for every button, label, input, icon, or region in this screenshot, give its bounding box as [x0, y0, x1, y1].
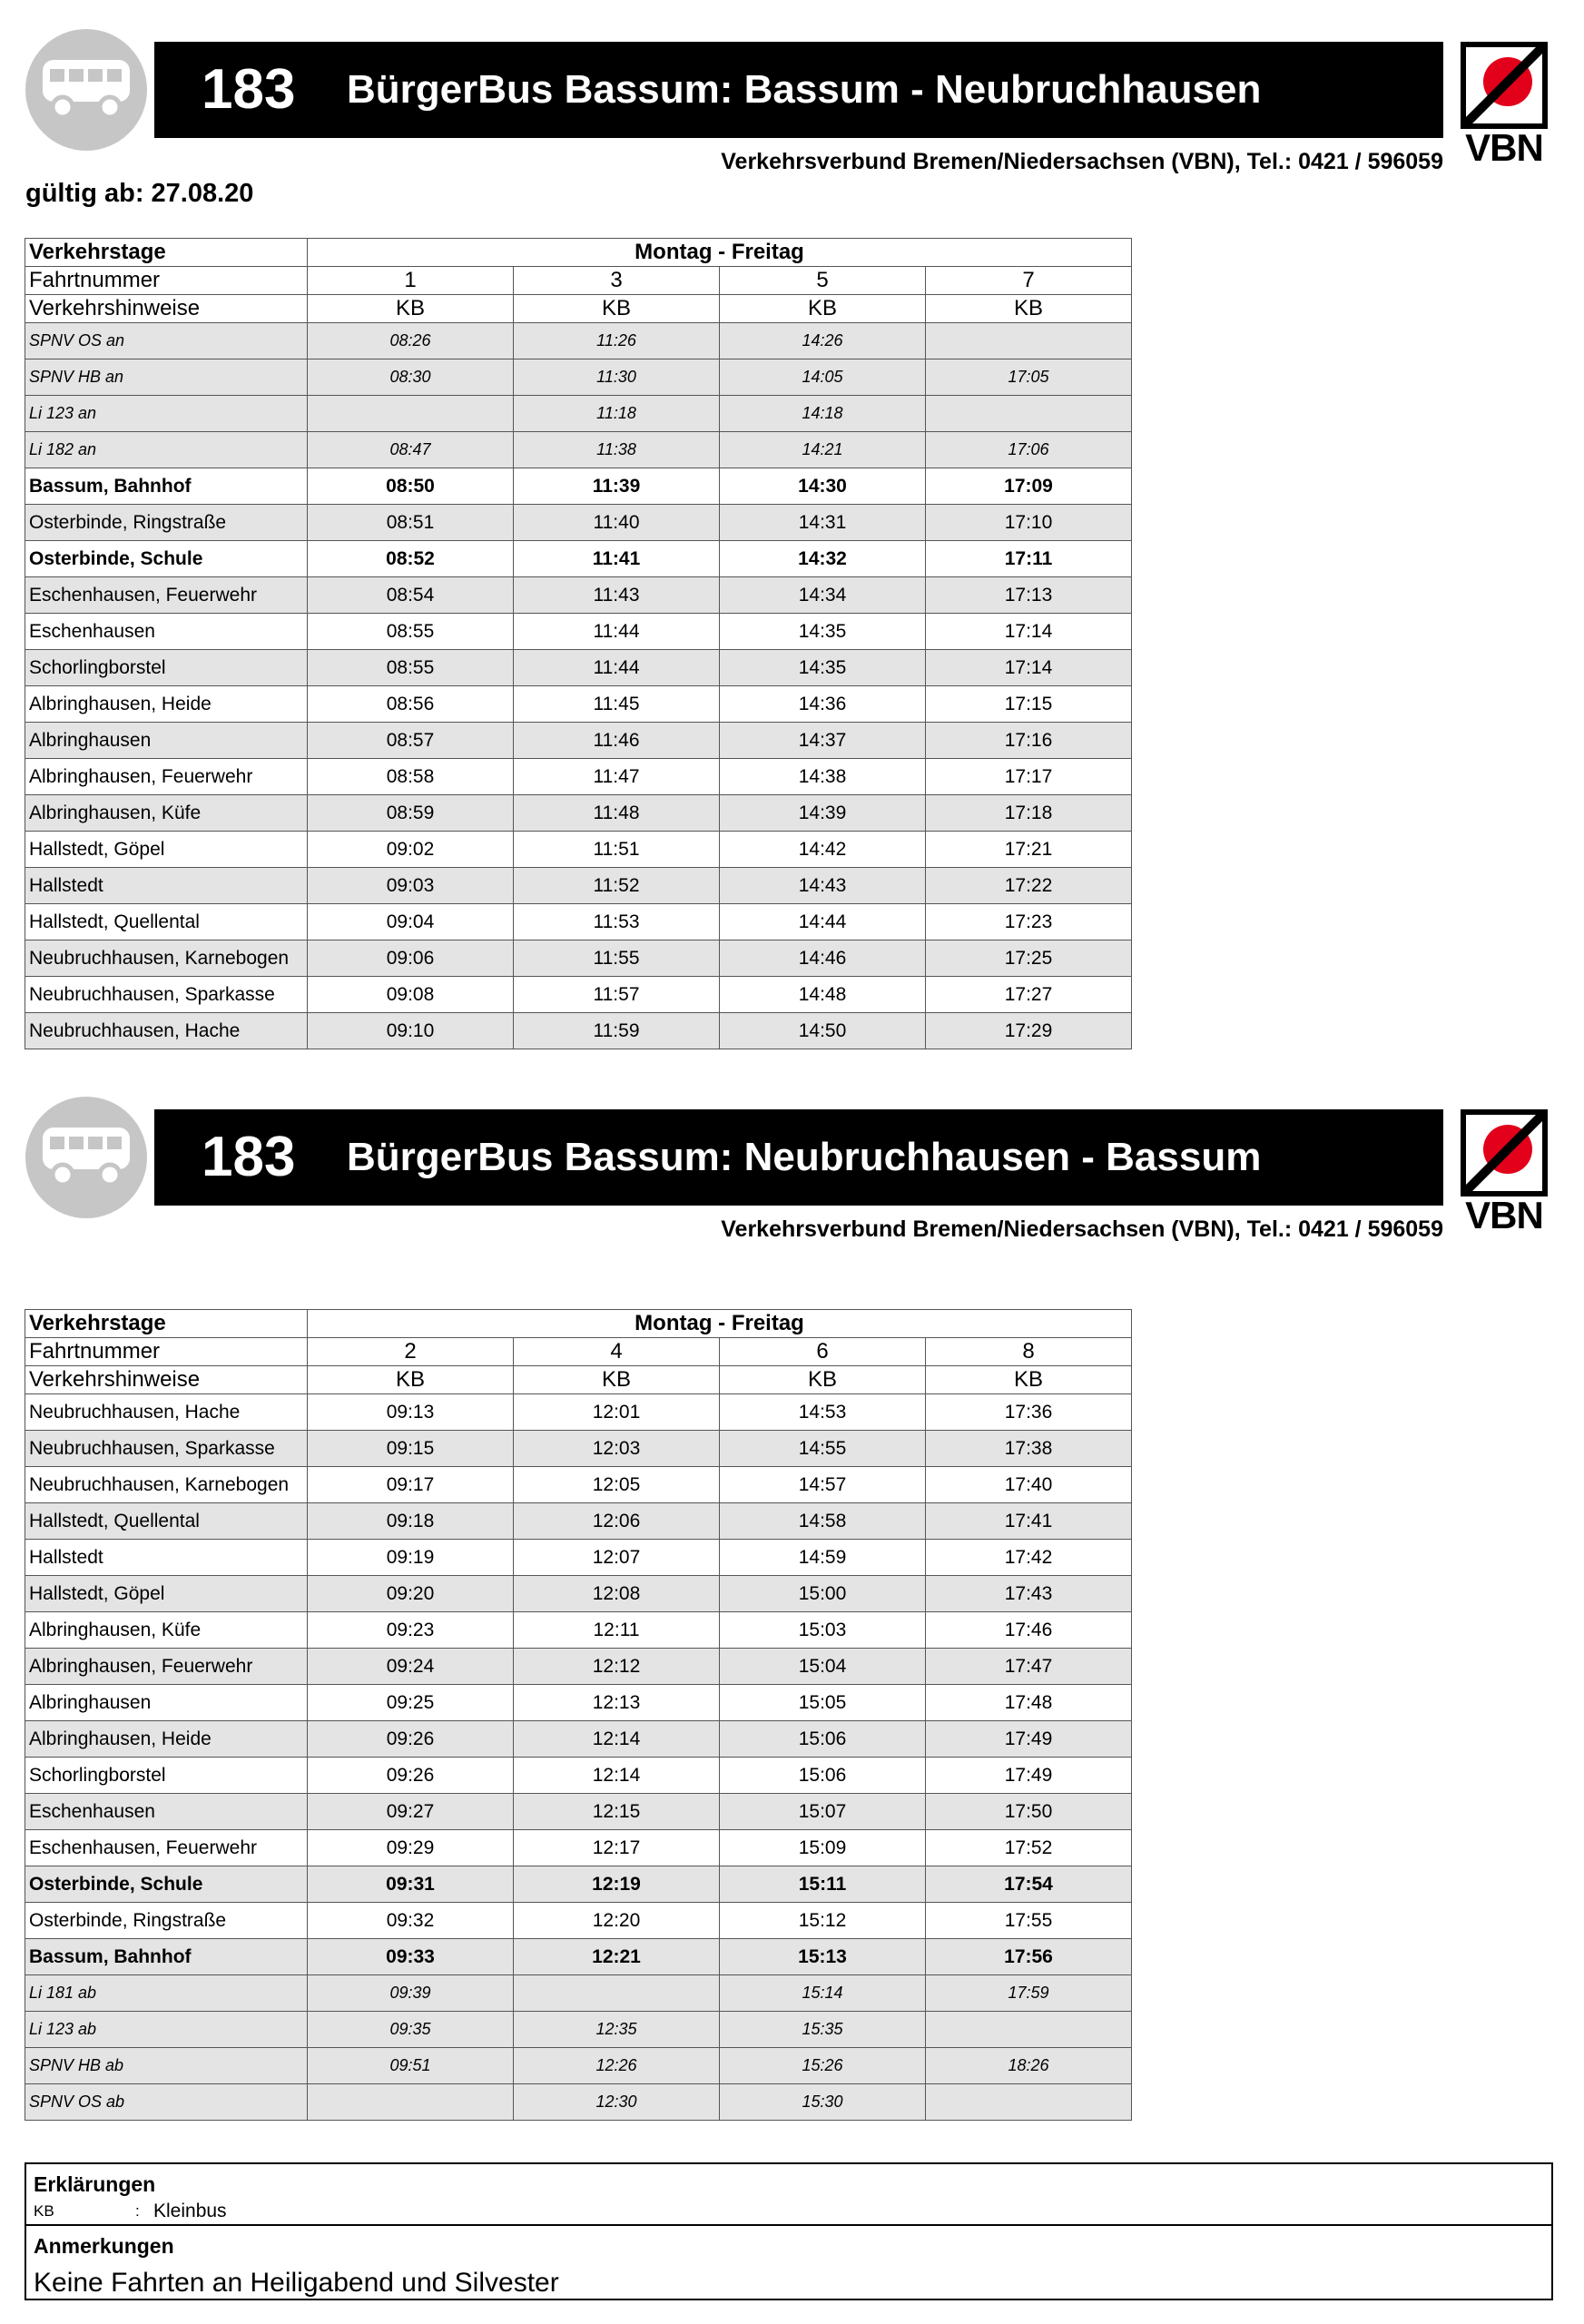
stop-name: Schorlingborstel — [25, 1758, 308, 1794]
departure-time: 15:35 — [720, 2012, 926, 2048]
bus-icon — [25, 1097, 147, 1218]
connection-row — [25, 2048, 1132, 2084]
stop-row — [25, 505, 1132, 541]
connection-row — [25, 432, 1132, 468]
notes-row — [25, 1366, 1132, 1394]
connection-row — [25, 359, 1132, 396]
departure-time: 17:40 — [926, 1467, 1132, 1503]
connection-row — [25, 2084, 1132, 2121]
stop-name: Albringhausen — [25, 723, 308, 759]
departure-time: 12:14 — [514, 1758, 720, 1794]
stop-name: Li 182 an — [25, 432, 308, 468]
departure-time: 14:59 — [720, 1540, 926, 1576]
days-value: Montag - Freitag — [308, 239, 1132, 267]
departure-time: 15:26 — [720, 2048, 926, 2084]
departure-time: 18:26 — [926, 2048, 1132, 2084]
stop-row — [25, 759, 1132, 795]
departure-time: 09:03 — [308, 868, 514, 904]
stop-row — [25, 650, 1132, 686]
days-label: Verkehrstage — [25, 239, 308, 267]
departure-time: 11:57 — [514, 977, 720, 1013]
stop-name: Albringhausen, Küfe — [25, 1612, 308, 1649]
departure-time: 14:35 — [720, 614, 926, 650]
departure-time: 14:58 — [720, 1503, 926, 1540]
stop-name: Hallstedt, Göpel — [25, 1576, 308, 1612]
stop-row — [25, 1467, 1132, 1503]
departure-time: 17:14 — [926, 650, 1132, 686]
departure-time: 11:40 — [514, 505, 720, 541]
departure-time: 08:55 — [308, 614, 514, 650]
stop-row — [25, 1794, 1132, 1830]
trip-note: KB — [514, 295, 720, 323]
stop-name: Hallstedt, Quellental — [25, 904, 308, 940]
departure-time: 17:16 — [926, 723, 1132, 759]
departure-time: 17:42 — [926, 1540, 1132, 1576]
departure-time: 09:13 — [308, 1394, 514, 1431]
stop-name: Neubruchhausen, Hache — [25, 1394, 308, 1431]
stop-row — [25, 1540, 1132, 1576]
stop-name: Neubruchhausen, Karnebogen — [25, 1467, 308, 1503]
departure-time: 12:12 — [514, 1649, 720, 1685]
connection-row — [25, 323, 1132, 359]
departure-time: 11:48 — [514, 795, 720, 832]
departure-time: 09:24 — [308, 1649, 514, 1685]
departure-time: 17:06 — [926, 432, 1132, 468]
trip-note: KB — [926, 1366, 1132, 1394]
stop-row — [25, 940, 1132, 977]
departure-time: 14:43 — [720, 868, 926, 904]
departure-time: 17:56 — [926, 1939, 1132, 1975]
stop-name: SPNV HB an — [25, 359, 308, 396]
departure-time: 12:35 — [514, 2012, 720, 2048]
stop-name: Albringhausen, Heide — [25, 1721, 308, 1758]
departure-time: 12:26 — [514, 2048, 720, 2084]
departure-time — [308, 396, 514, 432]
departure-time: 12:30 — [514, 2084, 720, 2121]
departure-time: 14:55 — [720, 1431, 926, 1467]
stop-name: Hallstedt — [25, 868, 308, 904]
notes-label: Verkehrshinweise — [25, 295, 308, 323]
departure-time: 15:12 — [720, 1903, 926, 1939]
stop-row — [25, 1758, 1132, 1794]
departure-time: 12:08 — [514, 1576, 720, 1612]
departure-time: 17:25 — [926, 940, 1132, 977]
stop-name: Hallstedt, Quellental — [25, 1503, 308, 1540]
departure-time: 17:41 — [926, 1503, 1132, 1540]
stop-row — [25, 1903, 1132, 1939]
departure-time: 08:54 — [308, 577, 514, 614]
stop-name: Schorlingborstel — [25, 650, 308, 686]
timetable-body — [25, 239, 1132, 1049]
departure-time: 15:13 — [720, 1939, 926, 1975]
trip-number-label: Fahrtnummer — [25, 1338, 308, 1366]
line-number: 183 — [202, 58, 296, 121]
stop-row — [25, 1830, 1132, 1866]
departure-time: 12:17 — [514, 1830, 720, 1866]
departure-time: 15:03 — [720, 1612, 926, 1649]
departure-time: 08:58 — [308, 759, 514, 795]
stop-row — [25, 577, 1132, 614]
legend-box — [25, 2162, 1553, 2300]
stop-name: Albringhausen, Küfe — [25, 795, 308, 832]
departure-time: 08:57 — [308, 723, 514, 759]
departure-time: 15:06 — [720, 1721, 926, 1758]
stop-row — [25, 1503, 1132, 1540]
departure-time: 17:22 — [926, 868, 1132, 904]
departure-time: 09:19 — [308, 1540, 514, 1576]
departure-time: 12:05 — [514, 1467, 720, 1503]
departure-time: 11:45 — [514, 686, 720, 723]
stop-row — [25, 1431, 1132, 1467]
vbn-logo-text: VBN — [1465, 126, 1543, 169]
departure-time: 11:59 — [514, 1013, 720, 1049]
departure-time: 12:14 — [514, 1721, 720, 1758]
departure-time: 15:11 — [720, 1866, 926, 1903]
departure-time: 09:17 — [308, 1467, 514, 1503]
departure-time: 15:04 — [720, 1649, 926, 1685]
timetable-return — [25, 1309, 1132, 2121]
departure-time: 14:57 — [720, 1467, 926, 1503]
departure-time: 08:51 — [308, 505, 514, 541]
days-value: Montag - Freitag — [308, 1310, 1132, 1338]
departure-time: 17:17 — [926, 759, 1132, 795]
notes-label: Verkehrshinweise — [25, 1366, 308, 1394]
stop-name: Eschenhausen — [25, 1794, 308, 1830]
departure-time: 09:27 — [308, 1794, 514, 1830]
stop-row — [25, 614, 1132, 650]
bus-icon — [25, 29, 147, 151]
trip-note: KB — [720, 295, 926, 323]
departure-time: 11:47 — [514, 759, 720, 795]
stop-name: Bassum, Bahnhof — [25, 468, 308, 505]
departure-time: 15:05 — [720, 1685, 926, 1721]
stop-row — [25, 1394, 1132, 1431]
departure-time: 14:26 — [720, 323, 926, 359]
departure-time: 17:23 — [926, 904, 1132, 940]
departure-time: 14:32 — [720, 541, 926, 577]
departure-time: 09:31 — [308, 1866, 514, 1903]
stop-name: Hallstedt, Göpel — [25, 832, 308, 868]
legend-code: KB — [34, 2202, 54, 2220]
departure-time: 14:42 — [720, 832, 926, 868]
trip-note: KB — [514, 1366, 720, 1394]
stop-row — [25, 1939, 1132, 1975]
departure-time: 08:47 — [308, 432, 514, 468]
departure-time: 12:21 — [514, 1939, 720, 1975]
departure-time: 09:06 — [308, 940, 514, 977]
stop-row — [25, 795, 1132, 832]
stop-name: Li 123 ab — [25, 2012, 308, 2048]
org-contact: Verkehrsverbund Bremen/Niedersachsen (VBN), Tel.: 0421 / 596059 — [721, 149, 1443, 174]
departure-time: 09:08 — [308, 977, 514, 1013]
departure-time: 14:30 — [720, 468, 926, 505]
departure-time: 09:32 — [308, 1903, 514, 1939]
departure-time: 17:59 — [926, 1975, 1132, 2012]
bus-icon-graphic — [41, 58, 132, 122]
departure-time: 14:38 — [720, 759, 926, 795]
trip-number: 5 — [720, 267, 926, 295]
trip-note: KB — [308, 295, 514, 323]
departure-time: 17:10 — [926, 505, 1132, 541]
connection-row — [25, 2012, 1132, 2048]
departure-time: 14:50 — [720, 1013, 926, 1049]
stop-row — [25, 541, 1132, 577]
departure-time: 09:33 — [308, 1939, 514, 1975]
departure-time: 14:35 — [720, 650, 926, 686]
departure-time: 09:20 — [308, 1576, 514, 1612]
departure-time — [926, 2012, 1132, 2048]
route-title-bar — [154, 1109, 1443, 1206]
departure-time — [308, 2084, 514, 2121]
departure-time: 12:03 — [514, 1431, 720, 1467]
departure-time: 11:53 — [514, 904, 720, 940]
trip-note: KB — [308, 1366, 514, 1394]
stop-row — [25, 868, 1132, 904]
departure-time: 15:07 — [720, 1794, 926, 1830]
departure-time: 17:54 — [926, 1866, 1132, 1903]
departure-time: 17:49 — [926, 1721, 1132, 1758]
departure-time — [926, 323, 1132, 359]
departure-time: 14:44 — [720, 904, 926, 940]
departure-time — [926, 2084, 1132, 2121]
trip-number: 8 — [926, 1338, 1132, 1366]
stop-name: SPNV OS an — [25, 323, 308, 359]
departure-time — [514, 1975, 720, 2012]
departure-time: 17:46 — [926, 1612, 1132, 1649]
departure-time: 14:21 — [720, 432, 926, 468]
departure-time: 09:35 — [308, 2012, 514, 2048]
departure-time: 17:21 — [926, 832, 1132, 868]
departure-time: 11:52 — [514, 868, 720, 904]
stop-row — [25, 904, 1132, 940]
stop-name: Albringhausen, Heide — [25, 686, 308, 723]
trip-number-label: Fahrtnummer — [25, 267, 308, 295]
trip-number: 3 — [514, 267, 720, 295]
departure-time: 11:41 — [514, 541, 720, 577]
stop-name: Li 181 ab — [25, 1975, 308, 2012]
departure-time: 17:13 — [926, 577, 1132, 614]
departure-time: 14:39 — [720, 795, 926, 832]
departure-time: 17:55 — [926, 1903, 1132, 1939]
stop-name: Eschenhausen, Feuerwehr — [25, 1830, 308, 1866]
legend-separator: : — [135, 2202, 140, 2220]
stop-row — [25, 723, 1132, 759]
departure-time: 17:14 — [926, 614, 1132, 650]
route-title-bar — [154, 42, 1443, 138]
departure-time: 15:30 — [720, 2084, 926, 2121]
legend-description: Kleinbus — [153, 2201, 227, 2221]
departure-time: 11:38 — [514, 432, 720, 468]
departure-time: 12:15 — [514, 1794, 720, 1830]
departure-time: 09:26 — [308, 1758, 514, 1794]
departure-time: 17:05 — [926, 359, 1132, 396]
departure-time: 17:47 — [926, 1649, 1132, 1685]
departure-time: 15:06 — [720, 1758, 926, 1794]
stop-name: Osterbinde, Ringstraße — [25, 505, 308, 541]
departure-time: 12:01 — [514, 1394, 720, 1431]
departure-time: 14:37 — [720, 723, 926, 759]
departure-time: 09:51 — [308, 2048, 514, 2084]
stop-name: Bassum, Bahnhof — [25, 1939, 308, 1975]
stop-name: Neubruchhausen, Hache — [25, 1013, 308, 1049]
departure-time: 17:11 — [926, 541, 1132, 577]
line-number: 183 — [202, 1126, 296, 1188]
timetable-body — [25, 1310, 1132, 2121]
stop-row — [25, 1685, 1132, 1721]
stop-name: Albringhausen, Feuerwehr — [25, 759, 308, 795]
departure-time: 12:19 — [514, 1866, 720, 1903]
departure-time: 17:50 — [926, 1794, 1132, 1830]
trip-number: 7 — [926, 267, 1132, 295]
stop-name: Eschenhausen — [25, 614, 308, 650]
stop-name: Hallstedt — [25, 1540, 308, 1576]
stop-name: Eschenhausen, Feuerwehr — [25, 577, 308, 614]
departure-time: 09:15 — [308, 1431, 514, 1467]
departure-time: 09:29 — [308, 1830, 514, 1866]
bus-icon-graphic — [41, 1126, 132, 1189]
stop-name: Albringhausen — [25, 1685, 308, 1721]
vbn-logo-icon — [1461, 42, 1548, 129]
departure-time: 09:23 — [308, 1612, 514, 1649]
departure-time: 14:36 — [720, 686, 926, 723]
explanations-heading: Erklärungen — [34, 2172, 156, 2196]
departure-time: 08:26 — [308, 323, 514, 359]
remarks-heading: Anmerkungen — [34, 2234, 174, 2258]
departure-time: 12:13 — [514, 1685, 720, 1721]
connection-row — [25, 1975, 1132, 2012]
stop-row — [25, 977, 1132, 1013]
departure-time: 11:55 — [514, 940, 720, 977]
valid-from: gültig ab: 27.08.20 — [25, 179, 254, 208]
trip-number: 2 — [308, 1338, 514, 1366]
departure-time: 15:09 — [720, 1830, 926, 1866]
days-row — [25, 1310, 1132, 1338]
trip-note: KB — [926, 295, 1132, 323]
stop-name: Neubruchhausen, Sparkasse — [25, 1431, 308, 1467]
trip-number-row — [25, 267, 1132, 295]
departure-time: 17:38 — [926, 1431, 1132, 1467]
departure-time: 09:26 — [308, 1721, 514, 1758]
departure-time: 14:48 — [720, 977, 926, 1013]
departure-time: 17:29 — [926, 1013, 1132, 1049]
departure-time: 17:48 — [926, 1685, 1132, 1721]
departure-time: 11:44 — [514, 614, 720, 650]
vbn-logo-icon — [1461, 1109, 1548, 1196]
stop-name: Li 123 an — [25, 396, 308, 432]
notes-row — [25, 295, 1132, 323]
trip-number: 6 — [720, 1338, 926, 1366]
departure-time: 09:10 — [308, 1013, 514, 1049]
days-row — [25, 239, 1132, 267]
departure-time: 11:44 — [514, 650, 720, 686]
departure-time: 17:49 — [926, 1758, 1132, 1794]
departure-time: 09:25 — [308, 1685, 514, 1721]
departure-time: 11:30 — [514, 359, 720, 396]
timetable-outbound — [25, 238, 1132, 1049]
days-label: Verkehrstage — [25, 1310, 308, 1338]
departure-time: 17:43 — [926, 1576, 1132, 1612]
departure-time: 12:20 — [514, 1903, 720, 1939]
departure-time: 11:46 — [514, 723, 720, 759]
departure-time: 17:15 — [926, 686, 1132, 723]
departure-time: 17:18 — [926, 795, 1132, 832]
departure-time: 08:30 — [308, 359, 514, 396]
departure-time: 12:07 — [514, 1540, 720, 1576]
departure-time: 14:34 — [720, 577, 926, 614]
departure-time: 15:14 — [720, 1975, 926, 2012]
trip-number: 4 — [514, 1338, 720, 1366]
stop-name: SPNV OS ab — [25, 2084, 308, 2121]
connection-row — [25, 396, 1132, 432]
departure-time — [926, 396, 1132, 432]
departure-time: 14:53 — [720, 1394, 926, 1431]
departure-time: 17:52 — [926, 1830, 1132, 1866]
stop-row — [25, 1013, 1132, 1049]
stop-row — [25, 686, 1132, 723]
stop-row — [25, 1866, 1132, 1903]
vbn-logo-text: VBN — [1465, 1194, 1543, 1236]
departure-time: 17:27 — [926, 977, 1132, 1013]
stop-name: Neubruchhausen, Karnebogen — [25, 940, 308, 977]
departure-time: 08:52 — [308, 541, 514, 577]
departure-time: 14:46 — [720, 940, 926, 977]
departure-time: 08:59 — [308, 795, 514, 832]
departure-time: 09:39 — [308, 1975, 514, 2012]
explanations-section — [26, 2164, 1551, 2226]
stop-row — [25, 1721, 1132, 1758]
remarks-text: Keine Fahrten an Heiligabend und Silvester — [34, 2268, 559, 2298]
stop-name: Osterbinde, Schule — [25, 541, 308, 577]
org-contact: Verkehrsverbund Bremen/Niedersachsen (VBN), Tel.: 0421 / 596059 — [721, 1216, 1443, 1242]
stop-row — [25, 832, 1132, 868]
departure-time: 11:39 — [514, 468, 720, 505]
departure-time: 09:02 — [308, 832, 514, 868]
departure-time: 15:00 — [720, 1576, 926, 1612]
trip-number-row — [25, 1338, 1132, 1366]
stop-row — [25, 468, 1132, 505]
departure-time: 12:11 — [514, 1612, 720, 1649]
departure-time: 12:06 — [514, 1503, 720, 1540]
departure-time: 17:09 — [926, 468, 1132, 505]
departure-time: 08:50 — [308, 468, 514, 505]
trip-note: KB — [720, 1366, 926, 1394]
departure-time: 11:18 — [514, 396, 720, 432]
trip-number: 1 — [308, 267, 514, 295]
stop-name: Osterbinde, Schule — [25, 1866, 308, 1903]
departure-time: 08:55 — [308, 650, 514, 686]
stop-name: SPNV HB ab — [25, 2048, 308, 2084]
route-title: BürgerBus Bassum: Neubruchhausen - Bassum — [347, 1135, 1262, 1179]
departure-time: 11:26 — [514, 323, 720, 359]
departure-time: 11:43 — [514, 577, 720, 614]
departure-time: 08:56 — [308, 686, 514, 723]
stop-row — [25, 1649, 1132, 1685]
departure-time: 09:18 — [308, 1503, 514, 1540]
departure-time: 11:51 — [514, 832, 720, 868]
stop-row — [25, 1612, 1132, 1649]
stop-name: Osterbinde, Ringstraße — [25, 1903, 308, 1939]
stop-name: Neubruchhausen, Sparkasse — [25, 977, 308, 1013]
departure-time: 14:05 — [720, 359, 926, 396]
stop-name: Albringhausen, Feuerwehr — [25, 1649, 308, 1685]
departure-time: 17:36 — [926, 1394, 1132, 1431]
route-title: BürgerBus Bassum: Bassum - Neubruchhausen — [347, 67, 1262, 112]
departure-time: 09:04 — [308, 904, 514, 940]
stop-row — [25, 1576, 1132, 1612]
departure-time: 14:18 — [720, 396, 926, 432]
departure-time: 14:31 — [720, 505, 926, 541]
